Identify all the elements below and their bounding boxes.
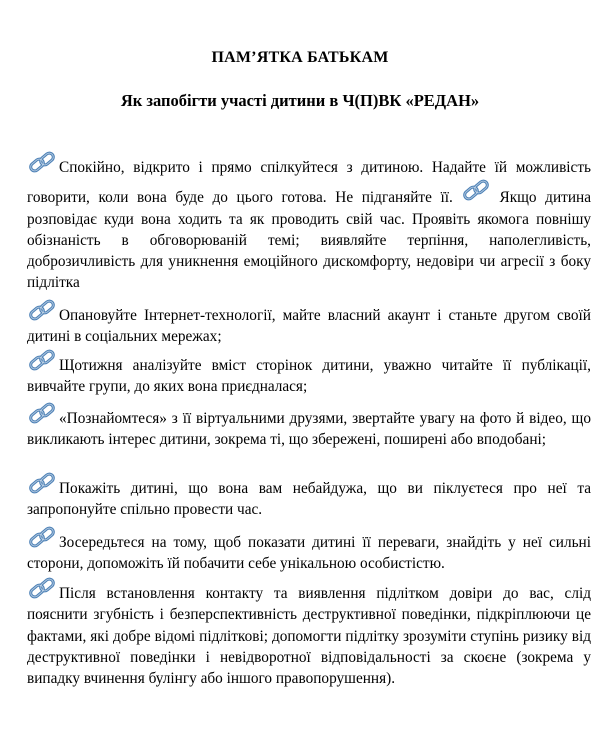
tip-paragraph (27, 525, 591, 575)
tip-paragraph (27, 150, 591, 294)
chain-link-icon (27, 401, 57, 427)
chain-link-icon (27, 525, 57, 551)
chain-link-icon (27, 471, 57, 497)
tip-paragraph (27, 471, 591, 521)
tip-text: Щотижня аналізуйте вміст сторінок дитини, уважно читайте її публікації, вивчайте групи, до яких вона приєднaлася; (27, 357, 591, 396)
tip-text: «Познайомтеся» з її віртуальними друзями, звертайте увагу на фото й відео, що викликають інтерес дитини, зокрема ті, що збережені, поширені або вподобані; (27, 410, 591, 449)
tip-text: Спокійно, відкрито і прямо спілкуйтеся з дитиною. Надайте їй можливість говорити, коли вона буде до цього готова. Не підганяйте її. (27, 159, 591, 207)
tip-paragraph (27, 298, 591, 348)
tip-paragraph (27, 401, 591, 451)
tip-text: Зосередьтеся на тому, щоб показати дитині її переваги, знайдіть у неї сильні сторони, допоможіть їй побачити себе унікальною особистістю. (27, 534, 591, 573)
page-subtitle: Як запобігти участі дитини в Ч(П)ВК «РЕДАН» (120, 91, 480, 110)
tip-paragraph (27, 348, 591, 398)
chain-link-icon (27, 150, 57, 176)
tip-text: Після встановлення контакту та виявлення підлітком довіри до вас, слід пояснити згубність і безперспективність деструктивної поведінки, підкріплюючи це фактами, які добре відомі підліткові; допомогти підлітку зрозуміти ступінь ризику від деструктивної поведінки і невідворотної відповідальності за скоєне (зокрема у випадку вчинення булінгу або іншого правопорушення). (27, 585, 591, 688)
chain-link-icon (461, 178, 491, 204)
page-title: ПАМ’ЯТКА БАТЬКАМ (211, 49, 389, 66)
tip-text: Покажіть дитині, що вона вам небайдужа, що ви піклуєтеся про неї та запропонуйте спільно провести час. (27, 480, 591, 519)
chain-link-icon (27, 576, 57, 602)
tip-text: Опановуйте Інтернет-технології, майте власний акаунт і станьте другом своїй дитині в соціальних мережах; (27, 307, 591, 346)
tip-text: Якщо дитина розповідає куди вона ходить та як проводить свій час. Проявіть якомога повнішу обізнаність в обговорюваній темі; виявляйте терпіння, наполегливість, доброзичливість для уникнення емоційного дискомфорту, недовіри чи агресії з боку підлітка (27, 189, 591, 292)
chain-link-icon (27, 298, 57, 324)
chain-link-icon (27, 348, 57, 374)
tip-paragraph (27, 576, 591, 689)
